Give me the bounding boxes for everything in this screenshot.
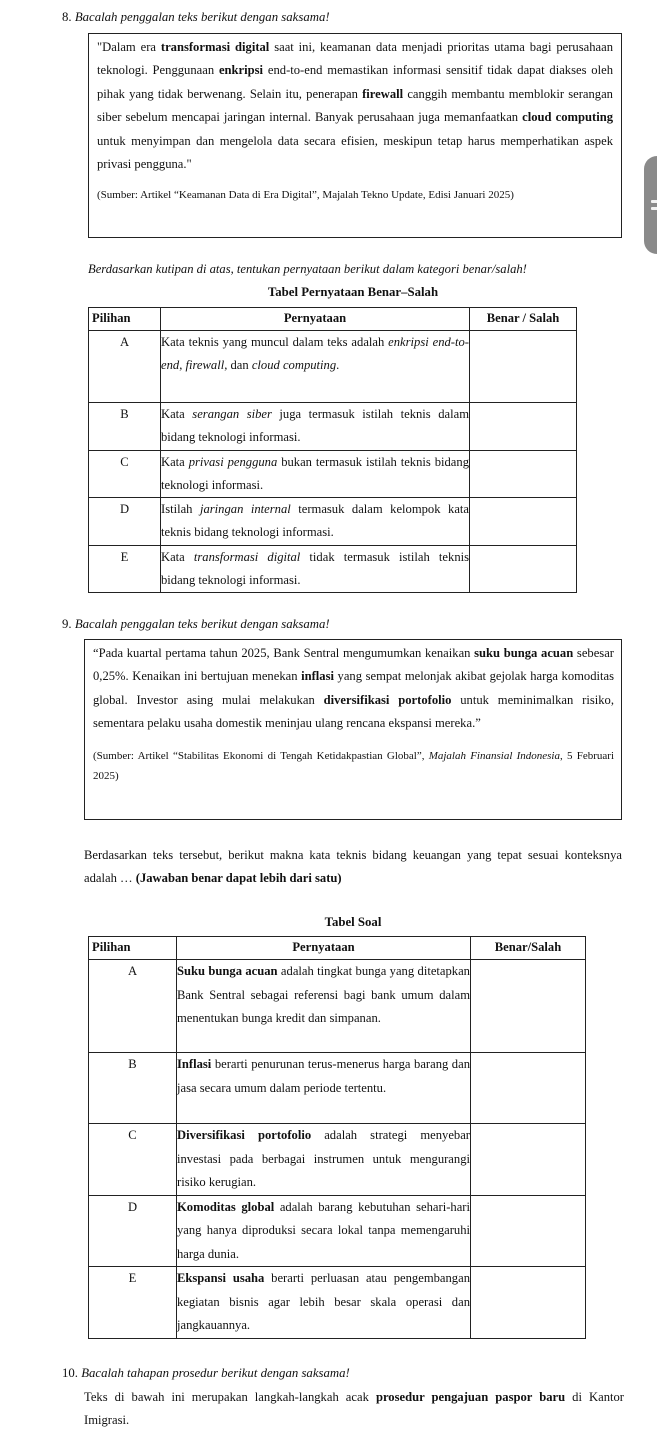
bold-term: Komoditas global bbox=[177, 1199, 275, 1214]
italic-term: cloud computing bbox=[251, 358, 337, 373]
handle-grip-icon bbox=[651, 200, 657, 203]
text-run: bukan termasuk istilah teknis bidang teknologi informasi. bbox=[161, 454, 469, 492]
text-run: , bbox=[179, 358, 186, 373]
bold-term: diversifikasi portofolio bbox=[323, 692, 452, 707]
q8-passage-box bbox=[88, 33, 622, 238]
statement-cell bbox=[161, 498, 470, 546]
bold-term: (Jawaban benar dapat lebih dari satu) bbox=[135, 871, 342, 886]
statement-cell bbox=[177, 960, 471, 1053]
bold-term: enkripsi bbox=[218, 63, 264, 78]
q8-passage bbox=[97, 36, 613, 176]
text-run: end-to-end memastikan informasi sensitif tidak dapat diakses oleh pihak yang tidak berwenang. Selain itu, penerapan bbox=[97, 63, 613, 101]
option-letter: A bbox=[89, 331, 161, 403]
bold-term: Inflasi bbox=[177, 1057, 212, 1071]
text-run: Berdasarkan teks tersebut, berikut makna kata teknis bidang keuangan yang tepat sesuai konteksnya adalah … bbox=[84, 848, 622, 886]
question-number: 8. bbox=[62, 10, 72, 24]
text-run: sebesar 0,25%. Kenaikan ini bertujuan menekan bbox=[93, 646, 614, 684]
answer-cell[interactable] bbox=[470, 331, 577, 403]
statement-cell bbox=[177, 1195, 471, 1267]
italic-term: transformasi digital bbox=[193, 549, 301, 564]
question-number: 9. bbox=[62, 617, 72, 631]
text-run: adalah strategi menyebar investasi pada berbagai instrumen untuk mengurangi risiko kerugian. bbox=[177, 1128, 470, 1189]
question-instruction: Bacalah penggalan teks berikut dengan saksama! bbox=[74, 10, 330, 24]
question-9-title bbox=[62, 617, 330, 632]
statement-cell bbox=[161, 403, 470, 451]
text-run: saat ini, keamanan data menjadi prioritas utama bagi perusahaan teknologi. Penggunaan bbox=[97, 40, 613, 78]
statement-cell bbox=[161, 545, 470, 593]
option-letter: E bbox=[89, 545, 161, 593]
table-row bbox=[89, 1195, 586, 1267]
header-option: Pilihan bbox=[89, 308, 161, 331]
q9-passage-box bbox=[84, 639, 622, 820]
text-run: Kata teknis yang muncul dalam teks adalah bbox=[161, 335, 389, 349]
table-row bbox=[89, 331, 577, 403]
question-number: 10. bbox=[62, 1366, 78, 1380]
text-run: berarti perluasan atau pengembangan kegiatan bisnis agar lebih besar skala operasi dan jangkauannya. bbox=[177, 1271, 470, 1332]
answer-cell[interactable] bbox=[471, 960, 586, 1053]
table-row bbox=[89, 498, 577, 546]
text-run: Teks di bawah ini merupakan langkah-langkah acak bbox=[84, 1390, 376, 1404]
q8-table-caption: Tabel Pernyataan Benar–Salah bbox=[267, 285, 439, 299]
q10-intro bbox=[84, 1386, 624, 1433]
table-row bbox=[89, 545, 577, 593]
header-statement: Pernyataan bbox=[177, 937, 471, 960]
statement-cell bbox=[161, 331, 470, 403]
answer-cell[interactable] bbox=[471, 1124, 586, 1196]
text-run: untuk meminimalkan risiko, sementara pelaku usaha domestik meninjau ulang rencana ekspansi mereka.” bbox=[93, 692, 614, 731]
q9-source bbox=[93, 746, 614, 786]
question-10-title bbox=[62, 1366, 350, 1381]
text-run: canggih membantu memblokir serangan siber sebelum mencapai jaringan internal. Banyak perusahaan juga memanfaatkan bbox=[97, 86, 613, 125]
table-row bbox=[89, 1124, 586, 1196]
handle-grip-icon bbox=[651, 207, 657, 210]
text-run: adalah barang kebutuhan sehari-hari yang hanya diproduksi secara lokal tanpa memengaruhi harga dunia. bbox=[177, 1199, 470, 1261]
answer-cell[interactable] bbox=[470, 450, 577, 498]
statement-cell bbox=[177, 1267, 471, 1339]
text-run: Kata bbox=[161, 407, 193, 421]
italic-term: Majalah Finansial Indonesia bbox=[428, 749, 560, 762]
text-run: termasuk dalam kelompok kata teknis bidang teknologi informasi. bbox=[161, 502, 469, 540]
question-instruction: Bacalah penggalan teks berikut dengan saksama! bbox=[74, 617, 330, 631]
option-letter: D bbox=[89, 1195, 177, 1267]
statement-cell bbox=[177, 1053, 471, 1124]
text-run: “Pada kuartal pertama tahun 2025, Bank Sentral mengumumkan kenaikan bbox=[93, 646, 475, 660]
text-run: , dan bbox=[224, 358, 252, 373]
header-option: Pilihan bbox=[89, 937, 177, 960]
bold-term: transformasi digital bbox=[160, 40, 270, 54]
option-letter: A bbox=[89, 960, 177, 1053]
option-letter: E bbox=[89, 1267, 177, 1339]
option-letter: D bbox=[89, 498, 161, 546]
text-run: "Dalam era bbox=[97, 40, 161, 54]
question-8-title bbox=[62, 10, 330, 25]
bold-term: Suku bunga acuan bbox=[177, 964, 278, 978]
q8-table bbox=[88, 307, 577, 593]
text-run: di Kantor Imigrasi. bbox=[84, 1390, 624, 1428]
answer-cell[interactable] bbox=[471, 1053, 586, 1124]
table-row bbox=[89, 1267, 586, 1339]
table-row bbox=[89, 403, 577, 451]
q9-instruction bbox=[84, 844, 622, 891]
bold-term: cloud computing bbox=[522, 110, 614, 125]
text-run: berarti penurunan terus-menerus harga barang dan jasa secara umum dalam periode tertentu. bbox=[177, 1057, 470, 1095]
bold-term: Diversifikasi portofolio bbox=[177, 1128, 312, 1142]
text-run: (Sumber: Artikel “Stabilitas Ekonomi di Tengah Ketidakpastian Global”, bbox=[93, 749, 429, 762]
bold-term: inflasi bbox=[301, 669, 334, 684]
bold-term: suku bunga acuan bbox=[474, 646, 574, 660]
header-answer: Benar/Salah bbox=[471, 937, 586, 960]
text-run: untuk menyimpan dan mengelola data secara efisien, meskipun tetap harus memperhatikan aspek privasi pengguna." bbox=[97, 133, 613, 172]
italic-term: serangan siber bbox=[192, 407, 272, 421]
q9-passage bbox=[93, 642, 614, 736]
header-statement: Pernyataan bbox=[161, 308, 470, 331]
option-letter: C bbox=[89, 1124, 177, 1196]
italic-term: jaringan internal bbox=[199, 502, 291, 517]
option-letter: B bbox=[89, 403, 161, 451]
bold-term: firewall bbox=[362, 86, 404, 101]
option-letter: C bbox=[89, 450, 161, 498]
table-row bbox=[89, 450, 577, 498]
q9-table bbox=[88, 936, 586, 1339]
q8-source: (Sumber: Artikel “Keamanan Data di Era Digital”, Majalah Tekno Update, Edisi Januari 2025) bbox=[97, 189, 514, 202]
q8-instruction: Berdasarkan kutipan di atas, tentukan pernyataan berikut dalam kategori benar/salah! bbox=[88, 262, 527, 276]
option-letter: B bbox=[89, 1053, 177, 1124]
answer-cell[interactable] bbox=[470, 403, 577, 451]
italic-term: enkripsi end-to-end bbox=[161, 335, 469, 373]
answer-cell[interactable] bbox=[470, 545, 577, 593]
italic-term: firewall bbox=[185, 358, 225, 373]
bold-term: prosedur pengajuan paspor baru bbox=[375, 1390, 566, 1404]
question-instruction: Bacalah tahapan prosedur berikut dengan saksama! bbox=[81, 1366, 350, 1380]
statement-cell bbox=[161, 450, 470, 498]
q9-table-caption: Tabel Soal bbox=[324, 915, 382, 929]
text-run: tidak termasuk istilah teknis bidang teknologi informasi. bbox=[161, 549, 470, 588]
statement-cell bbox=[177, 1124, 471, 1196]
table-row bbox=[89, 960, 586, 1053]
side-panel-handle[interactable] bbox=[644, 156, 657, 254]
header-answer: Benar / Salah bbox=[470, 308, 577, 331]
answer-cell[interactable] bbox=[470, 498, 577, 546]
text-run: Istilah bbox=[161, 502, 200, 517]
table-row bbox=[89, 1053, 586, 1124]
text-run: juga termasuk istilah teknis dalam bidang teknologi informasi. bbox=[161, 407, 469, 445]
text-run: yang sempat melonjak akibat gejolak harga komoditas global. Investor asing mulai melakukan bbox=[93, 669, 615, 707]
bold-term: Ekspansi usaha bbox=[177, 1271, 265, 1285]
text-run: Kata bbox=[161, 454, 189, 469]
answer-cell[interactable] bbox=[471, 1195, 586, 1267]
text-run: , 5 Februari 2025) bbox=[93, 749, 614, 782]
text-run: . bbox=[336, 358, 340, 373]
italic-term: privasi pengguna bbox=[188, 454, 278, 469]
answer-cell[interactable] bbox=[471, 1267, 586, 1339]
text-run: Kata bbox=[161, 549, 194, 564]
text-run: adalah tingkat bunga yang ditetapkan Bank Sentral sebagai referensi bagi bank umum dalam menentukan bunga kredit dan simpanan. bbox=[177, 964, 470, 1025]
